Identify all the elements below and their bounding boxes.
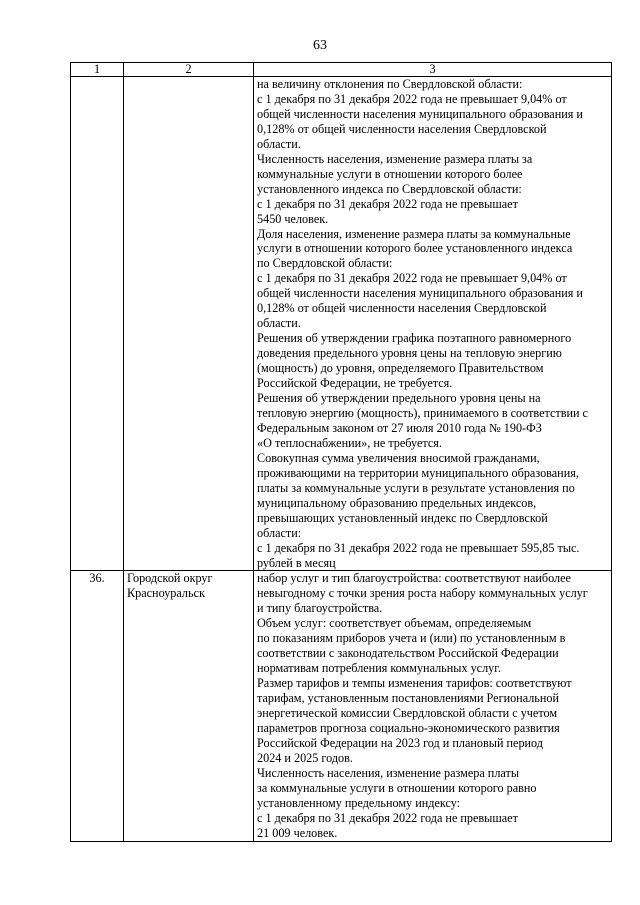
column-header-3: 3 <box>254 63 612 77</box>
description-line: невыгодному с точки зрения роста набору коммунальных услуг <box>257 586 588 601</box>
description-line: доведения предельного уровня цены на тепловую энергию <box>257 346 562 361</box>
description-line: тарифам, установленным постановлениями Региональной <box>257 691 559 706</box>
column-header-2: 2 <box>124 63 254 77</box>
description-line: Решения об утверждении предельного уровня цены на <box>257 391 541 406</box>
description-line: соответствии с законодательством Российской Федерации <box>257 646 559 661</box>
description-line: с 1 декабря по 31 декабря 2022 года не превышает 9,04% от <box>257 91 567 106</box>
description-line: Объем услуг: соответствует объемам, определяемым <box>257 616 532 631</box>
description-line: 2024 и 2025 годов. <box>257 750 353 765</box>
description-line: «О теплоснабжении», не требуется. <box>257 435 442 450</box>
table-row-continuation <box>71 77 612 571</box>
description-line: общей численности населения муниципального образования и <box>257 286 583 301</box>
description-line: с 1 декабря по 31 декабря 2022 года не превышает <box>257 810 518 825</box>
description-line: муниципальному образованию предельных индексов, <box>257 495 537 510</box>
description-line: 0,128% от общей численности населения Свердловской <box>257 301 547 316</box>
row-number-cell: 36. <box>71 571 124 841</box>
description-line: параметров прогноза социально-экономического развития <box>257 720 560 735</box>
row-number-cell <box>71 77 124 571</box>
description-line: Совокупная сумма увеличения вносимой гражданами, <box>257 450 540 465</box>
municipality-name-line: Городской округ <box>127 571 213 586</box>
description-line: на величину отклонения по Свердловской области: <box>257 77 523 91</box>
description-line: 5450 человек. <box>257 211 329 226</box>
description-line: платы за коммунальные услуги в результате установления по <box>257 480 575 495</box>
description-line: коммунальные услуги в отношении которого более <box>257 166 523 181</box>
description-line: Доля населения, изменение размера платы за коммунальные <box>257 226 571 241</box>
description-line: с 1 декабря по 31 декабря 2022 года не превышает 595,85 тыс. <box>257 540 580 555</box>
description-line: нормативам потребления коммунальных услуг. <box>257 661 501 676</box>
table-row-36 <box>71 571 612 841</box>
description-line: Российской Федерации, не требуется. <box>257 376 453 391</box>
municipality-name-line: Красноуральск <box>127 586 205 601</box>
description-line: Размер тарифов и темпы изменения тарифов: соответствуют <box>257 676 572 691</box>
description-line: проживающими на территории муниципального образования, <box>257 465 579 480</box>
description-line: превышающих установленный индекс по Свердловской <box>257 510 548 525</box>
description-cell <box>254 77 612 571</box>
description-line: установленного индекса по Свердловской области: <box>257 181 522 196</box>
document-table <box>70 62 612 842</box>
column-header-1: 1 <box>71 63 124 77</box>
description-line: области: <box>257 525 302 540</box>
municipality-cell <box>124 571 254 841</box>
page-number: 63 <box>313 38 327 53</box>
description-line: по Свердловской области: <box>257 256 393 271</box>
description-line: установленному предельному индексу: <box>257 795 461 810</box>
description-line: 0,128% от общей численности населения Свердловской <box>257 121 547 136</box>
description-line: энергетической комиссии Свердловской области с учетом <box>257 706 558 721</box>
description-cell <box>254 571 612 841</box>
description-line: Российской Федерации на 2023 год и плановый период <box>257 735 543 750</box>
description-line: Численность населения, изменение размера платы за <box>257 151 533 166</box>
description-line: и типу благоустройства. <box>257 601 383 616</box>
table-header-row <box>71 63 612 77</box>
municipality-cell <box>124 77 254 571</box>
description-line: общей численности населения муниципального образования и <box>257 106 583 121</box>
description-line: набор услуг и тип благоустройства: соответствуют наиболее <box>257 571 571 586</box>
description-line: рублей в месяц <box>257 555 336 570</box>
description-line: услуги в отношении которого более установленного индекса <box>257 241 573 256</box>
description-line: Федеральным законом от 27 июля 2010 года № 190-ФЗ <box>257 420 542 435</box>
description-line: области. <box>257 136 301 151</box>
description-line: с 1 декабря по 31 декабря 2022 года не превышает 9,04% от <box>257 271 567 286</box>
description-line: Решения об утверждении графика поэтапного равномерного <box>257 331 572 346</box>
description-line: 21 009 человек. <box>257 825 338 840</box>
description-line: за коммунальные услуги в отношении которого равно <box>257 780 537 795</box>
description-line: области. <box>257 316 301 331</box>
description-line: (мощность) до уровня, определяемого Правительством <box>257 361 544 376</box>
description-line: Численность населения, изменение размера платы <box>257 765 520 780</box>
description-line: по показаниям приборов учета и (или) по установленным в <box>257 631 566 646</box>
description-line: тепловую энергию (мощность), принимаемого в соответствии с <box>257 405 588 420</box>
description-line: с 1 декабря по 31 декабря 2022 года не превышает <box>257 196 518 211</box>
